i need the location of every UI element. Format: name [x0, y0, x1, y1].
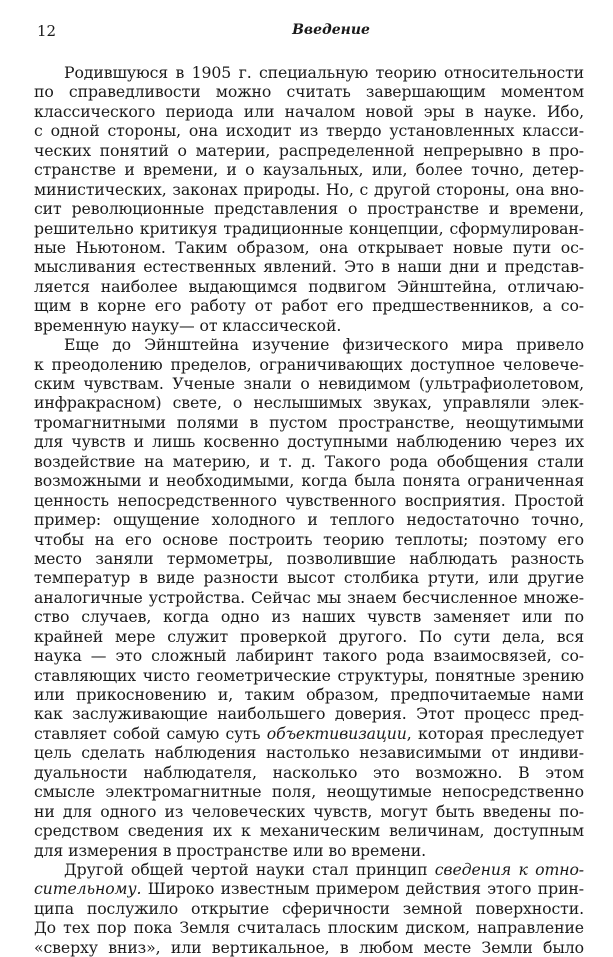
emphasized-term: сведения к отно- [434, 859, 584, 879]
page-number: 12 [37, 22, 57, 40]
text-line: министических, законах природы. Но, с другой стороны, она вно- [34, 179, 584, 199]
text-line: ные Ньютоном. Таким образом, она открывает новые пути ос- [34, 237, 584, 257]
line-text: Другой общей чертой науки стал принцип [64, 859, 435, 879]
text-line [34, 879, 584, 898]
line-text: Широко известным примером действия этого прин- [141, 879, 584, 899]
text-line: к преодолению пределов, ограничивающих доступное человече- [34, 354, 584, 374]
text-line: странстве и времени, и о каузальных, или, более точно, детер- [34, 160, 584, 180]
text-line: по справедливости можно считать завершающим моментом [34, 82, 584, 102]
text-line: До тех пор пока Земля считалась плоским диском, направление [34, 918, 584, 938]
text-line: пример: ощущение холодного и теплого недостаточно точно, [34, 510, 584, 530]
text-line [34, 724, 584, 743]
text-line: дуальности наблюдателя, насколько это возможно. В этом [34, 762, 584, 782]
running-head: Введение [292, 22, 370, 38]
text-line: Родившуюся в 1905 г. специальную теорию относительности [64, 63, 584, 82]
text-line: средством сведения их к механическим величинам, доступным [34, 821, 584, 841]
text-line: Еще до Эйнштейна изучение физического мира привело [64, 335, 584, 355]
text-line: или прикосновению и, таким образом, предпочитаемые нами [34, 685, 584, 704]
text-line: ческих понятий о материи, распределенной непрерывно в про- [34, 140, 584, 160]
line-text: ставляет собой самую суть [34, 723, 267, 743]
text-line: «сверху вниз», или вертикальное, в любом месте Земли было [34, 937, 584, 957]
emphasized-term: объективизации [266, 723, 407, 743]
text-line: возможными и необходимыми, когда была понята ограниченная [34, 471, 584, 491]
text-line: для чувств и лишь косвенно доступными наблюдению через их [34, 432, 584, 452]
text-line: ство случаев, когда одно из наших чувств заменяет или по [34, 607, 584, 627]
text-line: смысле электромагнитные поля, неощутимые непосредственно [34, 782, 584, 802]
text-line: как заслуживающие наибольшего доверия. Этот процесс пред- [34, 704, 584, 724]
text-line: щим в корне его работу от работ его предшественников, а со- [34, 296, 584, 316]
text-line: цель сделать наблюдения настолько независимыми от индиви- [34, 743, 584, 763]
text-line: чтобы на его основе построить теорию теплоты; поэтому его [34, 529, 584, 549]
text-line: воздействие на материю, и т. д. Такого рода обобщения стали [34, 451, 584, 471]
text-line: инфракрасном) свете, о неслышимых звуках, управляли элек- [34, 393, 584, 413]
text-line: ским чувствам. Ученые знали о невидимом (ультрафиолетовом, [34, 374, 584, 393]
text-line: температур в виде разности высот столбика ртути, или другие [34, 568, 584, 588]
text-line: ляется наиболее выдающимся подвигом Эйнштейна, отличаю- [34, 276, 584, 296]
text-line: для измерения в пространстве или во времени. [34, 840, 427, 860]
text-line: тромагнитными полями в пустом пространстве, неощутимыми [34, 412, 584, 432]
body-text [34, 63, 584, 957]
text-line: решительно критикуя традиционные концепции, сформулирован- [34, 218, 584, 238]
page-header [37, 22, 585, 44]
text-line [34, 860, 584, 879]
text-line: крайней мере служит проверкой другого. По сути дела, вся [34, 626, 584, 646]
text-line: ципа послужило открытие сферичности земной поверхности. [34, 898, 584, 918]
text-line: сит революционные представления о пространстве и времени, [34, 199, 584, 219]
text-line: ставляющих чисто геометрические структуры, понятные зрению [34, 665, 584, 685]
text-line: место заняли термометры, позволившие наблюдать разность [34, 548, 584, 568]
text-line: ни для одного из человеческих чувств, могут быть введены по- [34, 801, 584, 821]
text-line: временную науку— от классической. [34, 315, 342, 335]
text-line: классического периода или началом новой эры в науке. Ибо, [34, 101, 584, 121]
text-line: аналогичные устройства. Сейчас мы знаем бесчисленное множе- [34, 587, 584, 607]
line-text: , которая преследует [406, 723, 584, 743]
text-line: мысливания естественных явлений. Это в наши дни и представ- [34, 257, 584, 277]
text-line: наука — это сложный лабиринт такого рода взаимосвязей, со- [34, 646, 584, 666]
emphasized-term: сительному. [34, 879, 142, 899]
text-line: ценность непосредственного чувственного восприятия. Простой [34, 490, 584, 510]
text-line: с одной стороны, она исходит из твердо установленных класси- [34, 121, 584, 141]
